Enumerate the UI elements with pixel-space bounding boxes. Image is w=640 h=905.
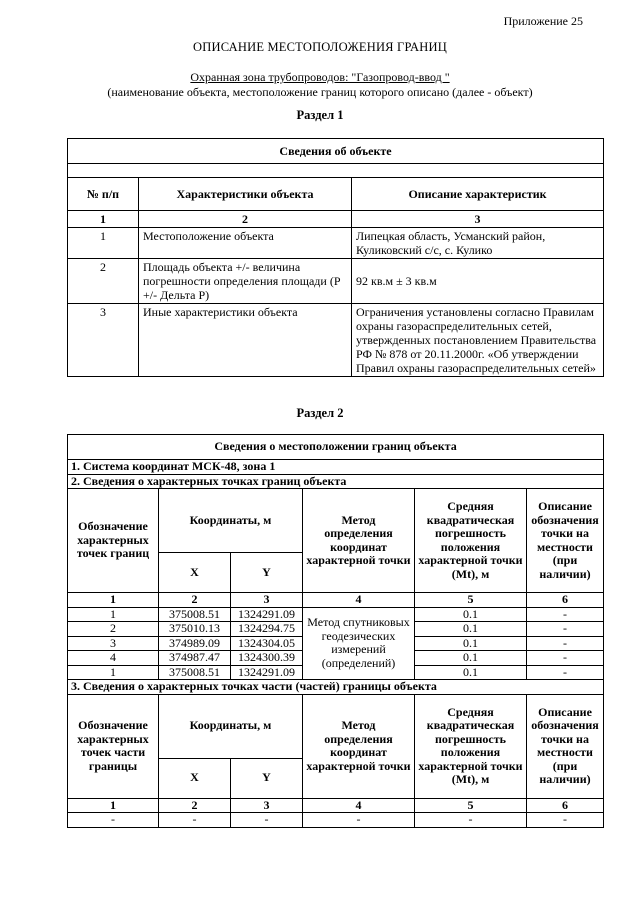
col-header-point-description: Описание обозначения точки на местности (при наличии) bbox=[527, 694, 604, 798]
row-description: Ограничения установлены согласно Правилам охраны газораспределительных сетей, утвержденных постановлением Правительства РФ № 878 от 20.11.2000г. «Об утверждении Правил охраны газораспределительных сетей» bbox=[352, 304, 604, 377]
numbering-cell: 6 bbox=[527, 593, 604, 608]
point-y: 1324291.09 bbox=[231, 665, 303, 680]
col-header-point-description: Описание обозначения точки на местности (при наличии) bbox=[527, 489, 604, 593]
point-x: 375008.51 bbox=[159, 665, 231, 680]
col-header-error: Средняя квадратическая погрешность положения характерной точки (Mt), м bbox=[415, 694, 527, 798]
row-num: 2 bbox=[68, 259, 139, 304]
numbering-cell: 3 bbox=[231, 593, 303, 608]
point-y: 1324300.39 bbox=[231, 651, 303, 666]
point-description: - bbox=[527, 651, 604, 666]
table-row bbox=[68, 813, 604, 828]
point-error: 0.1 bbox=[415, 622, 527, 637]
part-point-cell: - bbox=[68, 813, 159, 828]
point-number: 1 bbox=[68, 607, 159, 622]
point-x: 374987.47 bbox=[159, 651, 231, 666]
method-cell: Метод спутниковых геодезических измерений (определений) bbox=[303, 607, 415, 680]
numbering-cell: 4 bbox=[303, 593, 415, 608]
object-info-table bbox=[67, 138, 604, 377]
col-header-error: Средняя квадратическая погрешность положения характерной точки (Mt), м bbox=[415, 489, 527, 593]
document-title: ОПИСАНИЕ МЕСТОПОЛОЖЕНИЯ ГРАНИЦ bbox=[193, 40, 447, 54]
numbering-cell: 1 bbox=[68, 211, 139, 228]
point-number: 1 bbox=[68, 665, 159, 680]
point-y: 1324294.75 bbox=[231, 622, 303, 637]
section-1-title: Раздел 1 bbox=[296, 108, 344, 122]
col-header-method: Метод определения координат характерной точки bbox=[303, 489, 415, 593]
part-point-cell: - bbox=[231, 813, 303, 828]
table-row bbox=[68, 607, 604, 622]
row-description: 92 кв.м ± 3 кв.м bbox=[352, 259, 604, 304]
col-header-y: Y bbox=[231, 553, 303, 593]
numbering-cell: 3 bbox=[352, 211, 604, 228]
col-header-part-point-designation: Обозначение характерных точек части границы bbox=[68, 694, 159, 798]
boundary-location-table bbox=[67, 434, 604, 828]
numbering-cell: 2 bbox=[159, 798, 231, 813]
point-error: 0.1 bbox=[415, 665, 527, 680]
boundary-table-title: Сведения о местоположении границ объекта bbox=[68, 435, 604, 460]
numbering-cell: 1 bbox=[68, 593, 159, 608]
col-header-y: Y bbox=[231, 758, 303, 798]
point-number: 2 bbox=[68, 622, 159, 637]
numbering-cell: 5 bbox=[415, 593, 527, 608]
row-num: 3 bbox=[68, 304, 139, 377]
numbering-cell: 4 bbox=[303, 798, 415, 813]
point-x: 374989.09 bbox=[159, 636, 231, 651]
col-header-method: Метод определения координат характерной точки bbox=[303, 694, 415, 798]
point-description: - bbox=[527, 622, 604, 637]
row-description: Липецкая область, Усманский район, Куликовский с/с, с. Кулико bbox=[352, 228, 604, 259]
point-number: 3 bbox=[68, 636, 159, 651]
part-point-cell: - bbox=[159, 813, 231, 828]
numbering-cell: 2 bbox=[139, 211, 352, 228]
table-row bbox=[68, 228, 604, 259]
point-description: - bbox=[527, 636, 604, 651]
numbering-cell: 3 bbox=[231, 798, 303, 813]
boundary-part-points-subtitle: 3. Сведения о характерных точках части (частей) границы объекта bbox=[68, 680, 604, 695]
point-x: 375008.51 bbox=[159, 607, 231, 622]
boundary-points-subtitle: 2. Сведения о характерных точках границ объекта bbox=[68, 474, 604, 489]
point-error: 0.1 bbox=[415, 651, 527, 666]
numbering-cell: 2 bbox=[159, 593, 231, 608]
object-name-hint: (наименование объекта, местоположение границ которого описано (далее - объект) bbox=[107, 85, 533, 99]
col-header-characteristic: Характеристики объекта bbox=[139, 178, 352, 211]
point-number: 4 bbox=[68, 651, 159, 666]
object-name bbox=[0, 70, 640, 85]
point-x: 375010.13 bbox=[159, 622, 231, 637]
row-num: 1 bbox=[68, 228, 139, 259]
col-header-coordinates: Координаты, м bbox=[159, 489, 303, 553]
part-point-cell: - bbox=[527, 813, 604, 828]
col-header-description: Описание характеристик bbox=[352, 178, 604, 211]
point-y: 1324291.09 bbox=[231, 607, 303, 622]
point-description: - bbox=[527, 607, 604, 622]
row-characteristic: Площадь объекта +/- величина погрешности определения площади (P +/- Дельта P) bbox=[139, 259, 352, 304]
col-header-x: X bbox=[159, 553, 231, 593]
col-header-point-designation: Обозначение характерных точек границ bbox=[68, 489, 159, 593]
row-characteristic: Местоположение объекта bbox=[139, 228, 352, 259]
section-2-title: Раздел 2 bbox=[296, 406, 344, 420]
point-y: 1324304.05 bbox=[231, 636, 303, 651]
point-description: - bbox=[527, 665, 604, 680]
part-point-cell: - bbox=[303, 813, 415, 828]
col-header-num: № п/п bbox=[68, 178, 139, 211]
coordinate-system-row: 1. Система координат МСК-48, зона 1 bbox=[68, 460, 604, 475]
col-header-coordinates: Координаты, м bbox=[159, 694, 303, 758]
object-name-text: Охранная зона трубопроводов: "Газопровод-ввод " bbox=[190, 70, 450, 84]
part-point-cell: - bbox=[415, 813, 527, 828]
numbering-cell: 6 bbox=[527, 798, 604, 813]
row-characteristic: Иные характеристики объекта bbox=[139, 304, 352, 377]
point-error: 0.1 bbox=[415, 636, 527, 651]
spacer-row bbox=[68, 164, 604, 178]
appendix-label: Приложение 25 bbox=[503, 14, 583, 28]
numbering-cell: 1 bbox=[68, 798, 159, 813]
point-error: 0.1 bbox=[415, 607, 527, 622]
col-header-x: X bbox=[159, 758, 231, 798]
object-info-table-title: Сведения об объекте bbox=[68, 139, 604, 164]
table-row bbox=[68, 259, 604, 304]
table-row bbox=[68, 304, 604, 377]
numbering-cell: 5 bbox=[415, 798, 527, 813]
